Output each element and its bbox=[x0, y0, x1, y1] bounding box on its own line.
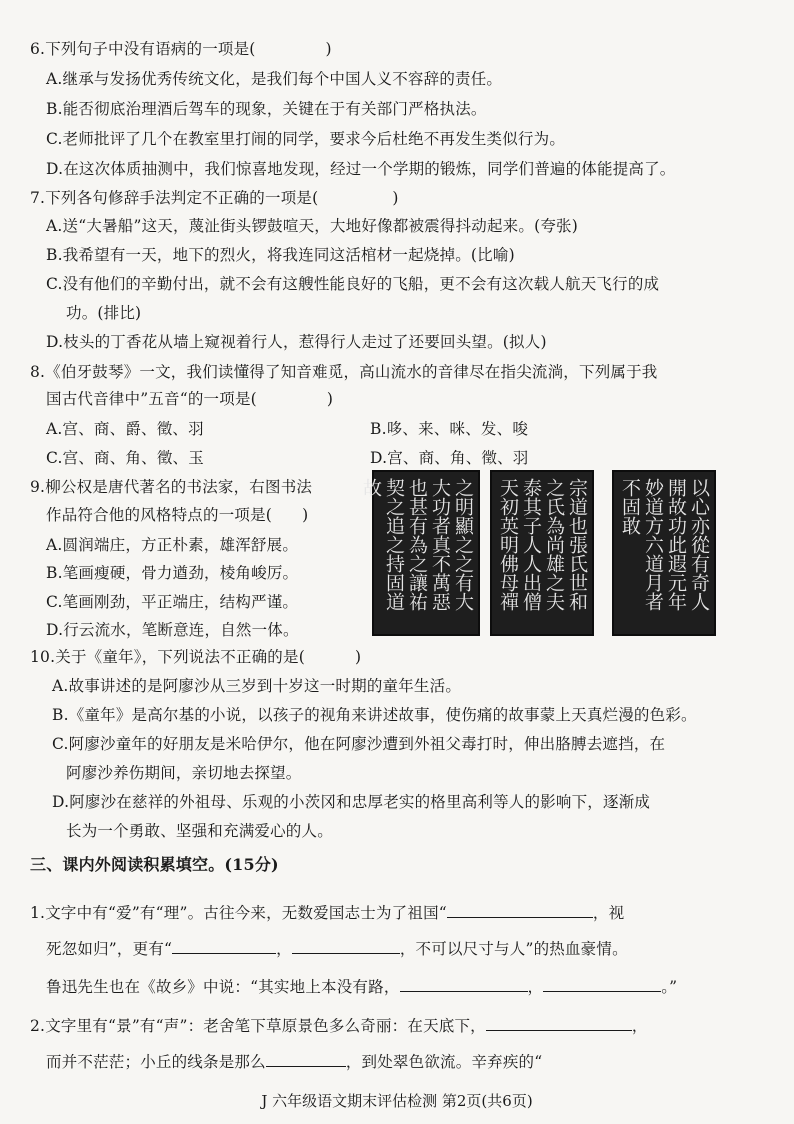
question-9-option-a: A.圆润端庄，方正朴素，雄浑舒展。 bbox=[46, 536, 299, 554]
question-7-option-c: C.没有他们的辛勤付出，就不会有这艘性能良好的飞船，更不会有这次载人航天飞行的成 bbox=[46, 275, 660, 293]
question-8-option-c: C.宫、商、角、徵、玉 bbox=[46, 449, 204, 467]
question-9-option-b: B.笔画瘦硬，骨力遒劲，棱角峻厉。 bbox=[46, 564, 299, 582]
page-footer: J 六年级语文期末评估检测 第2页(共6页) bbox=[261, 1092, 533, 1110]
calligraphy-sample-1: 之明顯之之有大大功者真不萬惡也甚有為之讓祐契之追之持固道故 bbox=[372, 470, 480, 636]
question-6-stem: 6.下列句子中没有语病的一项是( ) bbox=[30, 40, 332, 58]
question-8-option-a: A.宫、商、爵、徵、羽 bbox=[46, 420, 204, 438]
fill-1-line2: 死忽如归”，更有“ ， ，不可以尺寸与人”的热血豪情。 bbox=[46, 936, 628, 960]
question-9-stem-line1: 9.柳公权是唐代著名的书法家，右图书法 bbox=[30, 478, 313, 496]
question-10-option-a: A.故事讲述的是阿廖沙从三岁到十岁这一时期的童年生活。 bbox=[52, 677, 462, 695]
fill-blank[interactable] bbox=[447, 900, 593, 918]
section-3-title: 三、课内外阅读积累填空。(15分) bbox=[30, 855, 279, 874]
question-10-option-c: C.阿廖沙童年的好朋友是米哈伊尔，他在阿廖沙遭到外祖父毒打时，伸出胳膊去遮挡，在 bbox=[52, 735, 666, 753]
question-9-option-d: D.行云流水，笔断意连，自然一体。 bbox=[46, 621, 299, 639]
fill-blank[interactable] bbox=[292, 936, 400, 954]
question-10-option-d-cont: 长为一个勇敢、坚强和充满爱心的人。 bbox=[66, 822, 333, 840]
question-10-option-d: D.阿廖沙在慈祥的外祖母、乐观的小茨冈和忠厚老实的格里高利等人的影响下，逐渐成 bbox=[52, 793, 651, 811]
fill-1-line1: 1.文字中有“爱”有“理”。古往今来，无数爱国志士为了祖国“ ，视 bbox=[30, 900, 624, 924]
question-10-option-b: B.《童年》是高尔基的小说，以孩子的视角来讲述故事，使伤痛的故事蒙上天真烂漫的色彩。 bbox=[52, 706, 697, 724]
question-8-option-b: B.哆、来、咪、发、唆 bbox=[370, 420, 529, 438]
question-8-stem-line1: 8.《伯牙鼓琴》一文，我们读懂得了知音难觅，高山流水的音律尽在指尖流淌，下列属于我 bbox=[30, 363, 658, 381]
fill-2-line2: 而并不茫茫；小丘的线条是那么 ，到处翠色欲流。辛弃疾的“ bbox=[46, 1049, 542, 1073]
question-8-option-d: D.宫、商、角、徵、羽 bbox=[370, 449, 529, 467]
question-10-stem: 10.关于《童年》，下列说法不正确的是( ) bbox=[30, 648, 362, 666]
fill-blank[interactable] bbox=[266, 1049, 346, 1067]
question-7-stem: 7.下列各句修辞手法判定不正确的一项是( ) bbox=[30, 189, 399, 207]
question-9-stem-line2: 作品符合他的风格特点的一项是( ) bbox=[46, 506, 309, 524]
fill-blank[interactable] bbox=[543, 974, 661, 992]
fill-blank[interactable] bbox=[400, 974, 528, 992]
calligraphy-sample-2: 宗道也張氏世和之氏為尚雄之夫泰其子人人出僧天初英明佛母禪 bbox=[490, 470, 594, 636]
question-7-option-d: D.枝头的丁香花从墙上窥视着行人，惹得行人走过了还要回头望。(拟人) bbox=[46, 333, 547, 351]
question-10-option-c-cont: 阿廖沙养伤期间，亲切地去探望。 bbox=[66, 764, 302, 782]
calligraphy-sample-3: 以心亦從有奇人開故功此遐元年妙道方六道月者不固敢 bbox=[612, 470, 716, 636]
question-6-option-c: C.老师批评了几个在教室里打闹的同学，要求今后杜绝不再发生类似行为。 bbox=[46, 130, 566, 148]
question-6-option-b: B.能否彻底治理酒后驾车的现象，关键在于有关部门严格执法。 bbox=[46, 100, 487, 118]
fill-1-line3: 鲁迅先生也在《故乡》中说：“其实地上本没有路， ， 。” bbox=[46, 974, 677, 998]
question-7-option-b: B.我希望有一天，地下的烈火，将我连同这活棺材一起烧掉。(比喻) bbox=[46, 246, 515, 264]
question-9-option-c: C.笔画刚劲，平正端庄，结构严谨。 bbox=[46, 593, 299, 611]
question-7-option-c-cont: 功。(排比) bbox=[66, 304, 142, 322]
question-6-option-d: D.在这次体质抽测中，我们惊喜地发现，经过一个学期的锻炼，同学们普遍的体能提高了。 bbox=[46, 160, 676, 178]
fill-2-line1: 2.文字里有“景”有“声”：老舍笔下草原景色多么奇丽：在天底下， ， bbox=[30, 1013, 648, 1037]
fill-blank[interactable] bbox=[172, 936, 276, 954]
question-8-stem-line2: 国古代音律中”五音“的一项是( ) bbox=[46, 390, 334, 408]
question-6-option-a: A.继承与发扬优秀传统文化，是我们每个中国人义不容辞的责任。 bbox=[46, 70, 503, 88]
fill-blank[interactable] bbox=[486, 1013, 632, 1031]
question-7-option-a: A.送“大暑船”这天，蔑沚街头锣鼓喧天，大地好像都被震得抖动起来。(夸张) bbox=[46, 217, 578, 235]
